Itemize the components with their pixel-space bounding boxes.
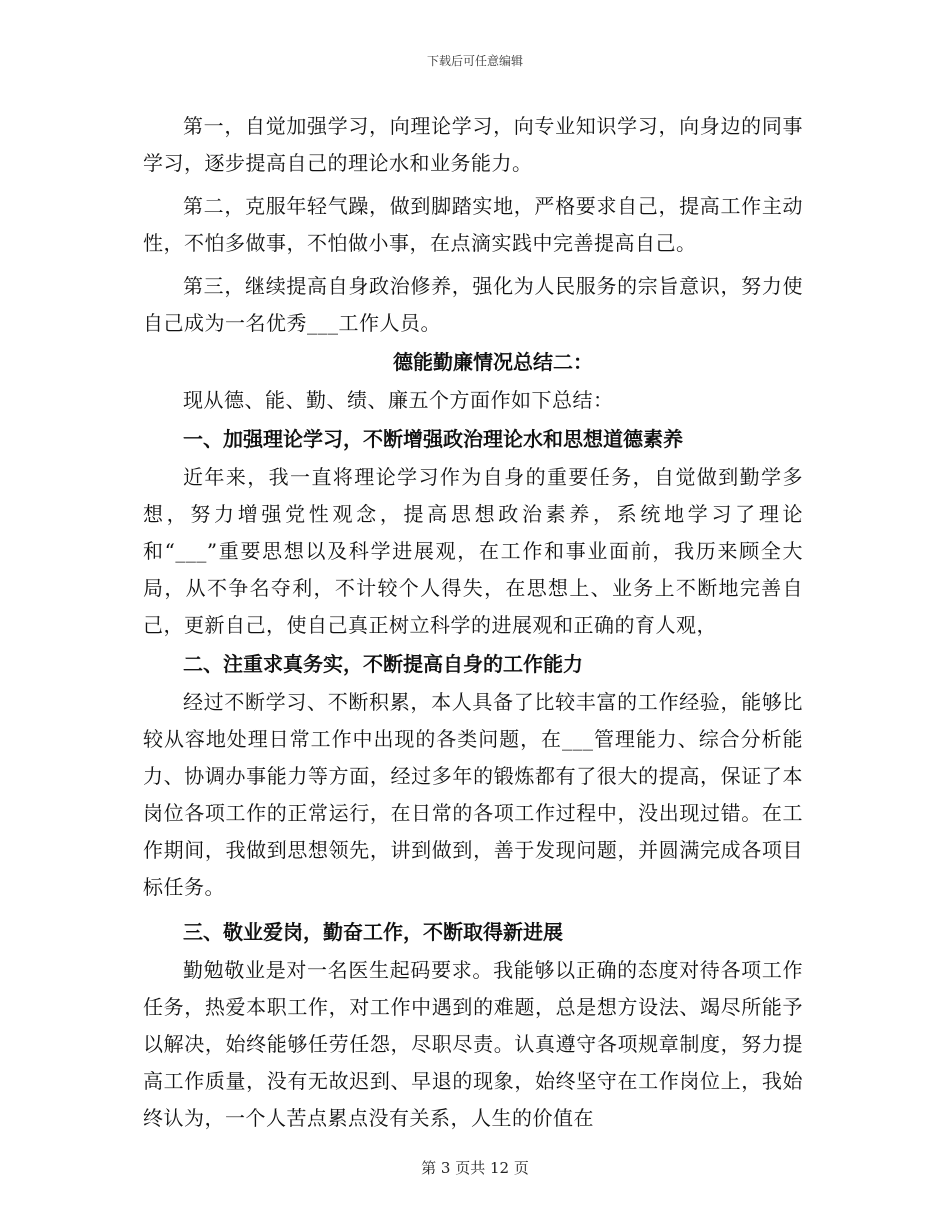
heading-2: 二、注重求真务实，不断提高自身的工作能力: [183, 652, 583, 676]
heading-1: 一、加强理论学习，不断增强政治理论水和思想道德素养: [183, 427, 683, 451]
paragraph-3: 第三，继续提高自身政治修养，强化为人民服务的宗旨意识，努力使自己成为一名优秀___工作人员。: [143, 274, 803, 335]
heading-3: 三、敬业爱岗，勤奋工作，不断取得新进展: [183, 920, 563, 944]
paragraph-1: 第一，自觉加强学习，向理论学习，向专业知识学习，向身边的同事学习，逐步提高自己的理论水和业务能力。: [143, 114, 803, 175]
paragraph-intro: 现从德、能、勤、绩、廉五个方面作如下总结：: [183, 388, 614, 412]
page-header: 下载后可任意编辑: [426, 54, 523, 68]
document-body: [143, 108, 803, 1137]
paragraph-7: 勤勉敬业是对一名医生起码要求。我能够以正确的态度对待各项工作任务，热爱本职工作，对工作中遇到的难题，总是想方设法、竭尽所能予以解决，始终能够任劳任怨，尽职尽责。认真遵守各项规章制度，努力提高工作质量，没有无故迟到、早退的现象，始终坚守在工作岗位上，我始终认为，一个人苦点累点没有关系，人生的价值在: [143, 958, 803, 1130]
paragraph-6: 经过不断学习、不断积累，本人具备了比较丰富的工作经验，能够比较从容地处理日常工作中出现的各类问题，在___管理能力、综合分析能力、协调办事能力等方面，经过多年的锻炼都有了很大的提高，保证了本岗位各项工作的正常运行，在日常的各项工作过程中，没出现过错。在工作期间，我做到思想领先，讲到做到，善于发现问题，并圆满完成各项目标任务。: [143, 690, 803, 899]
page-footer: 第 3 页共 12 页: [421, 1159, 529, 1177]
paragraph-2: 第二，克服年轻气躁，做到脚踏实地，严格要求自己，提高工作主动性，不怕多做事，不怕做小事，在点滴实践中完善提高自己。: [143, 194, 803, 255]
section-title: 德能勤廉情况总结二：: [393, 350, 593, 374]
paragraph-5: 近年来，我一直将理论学习作为自身的重要任务，自觉做到勤学多想，努力增强党性观念，提高思想政治素养，系统地学习了理论和“___”重要思想以及科学进展观，在工作和事业面前，我历来顾全大局，从不争名夺利，不计较个人得失，在思想上、业务上不断地完善自己，更新自己，使自己真正树立科学的进展观和正确的育人观，: [143, 465, 803, 637]
